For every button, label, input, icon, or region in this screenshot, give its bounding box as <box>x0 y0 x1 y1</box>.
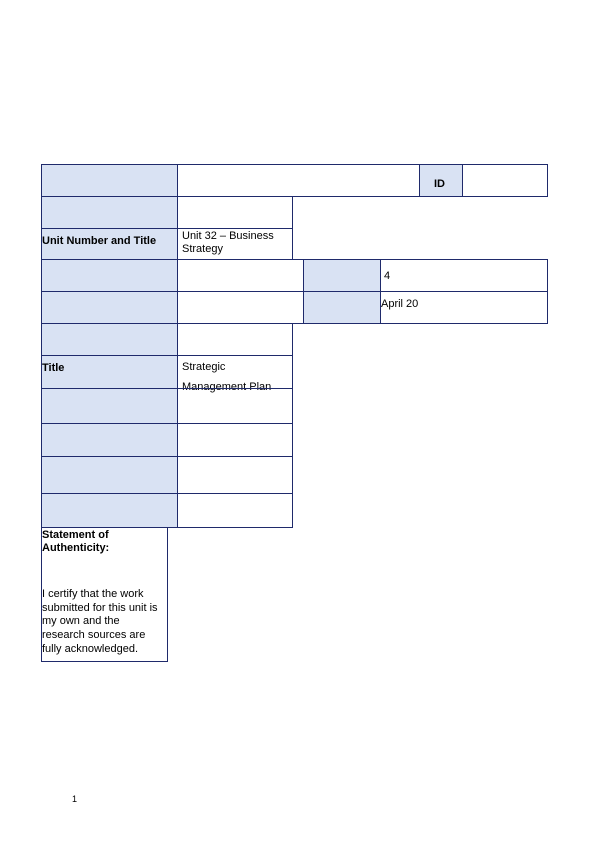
title-label: Title <box>42 362 65 374</box>
sub-value-cell-row-a <box>380 259 548 292</box>
unit-label-cell <box>41 228 178 260</box>
label-cell-row7 <box>41 388 178 424</box>
label-cell-row10 <box>41 493 178 528</box>
sub-label-cell-row-b <box>303 291 381 324</box>
label-cell-row8 <box>41 423 178 457</box>
label-cell-row1 <box>41 164 178 197</box>
row-a-value: 4 <box>384 270 391 282</box>
sub-label-cell-row-a <box>303 259 381 292</box>
value-cell-row2 <box>177 196 293 229</box>
id-label: ID <box>434 178 445 190</box>
unit-label: Unit Number and Title <box>42 235 157 247</box>
title-value-cell <box>177 355 293 393</box>
value-cell-row-a <box>177 259 304 292</box>
authenticity-heading: Statement of Authenticity: <box>42 529 110 554</box>
value-cell-row5 <box>177 323 293 356</box>
id-label-cell <box>419 164 463 197</box>
value-cell-row10 <box>177 493 293 528</box>
title-value: Strategic Management Plan <box>182 361 272 393</box>
value-cell-row8 <box>177 423 293 457</box>
value-cell-row7 <box>177 388 293 424</box>
page-number: 1 <box>72 794 78 804</box>
label-cell-row5 <box>41 323 178 356</box>
value-cell-row-b <box>177 291 304 324</box>
label-cell-row-b <box>41 291 178 324</box>
unit-value: Unit 32 – Business Strategy <box>182 230 274 255</box>
sub-value-cell-row-b <box>380 291 548 324</box>
label-cell-row2 <box>41 196 178 229</box>
label-cell-row9 <box>41 456 178 494</box>
label-cell-row-a <box>41 259 178 292</box>
value-cell-row1 <box>177 164 420 197</box>
authenticity-box <box>41 527 168 662</box>
value-cell-row9 <box>177 456 293 494</box>
title-label-cell <box>41 355 178 389</box>
authenticity-text: I certify that the work submitted for this unit is my own and the research sources are fully acknowledged. <box>42 588 158 655</box>
unit-value-cell <box>177 228 293 260</box>
id-value-cell <box>462 164 548 197</box>
row-b-value: April 20 <box>381 298 419 310</box>
